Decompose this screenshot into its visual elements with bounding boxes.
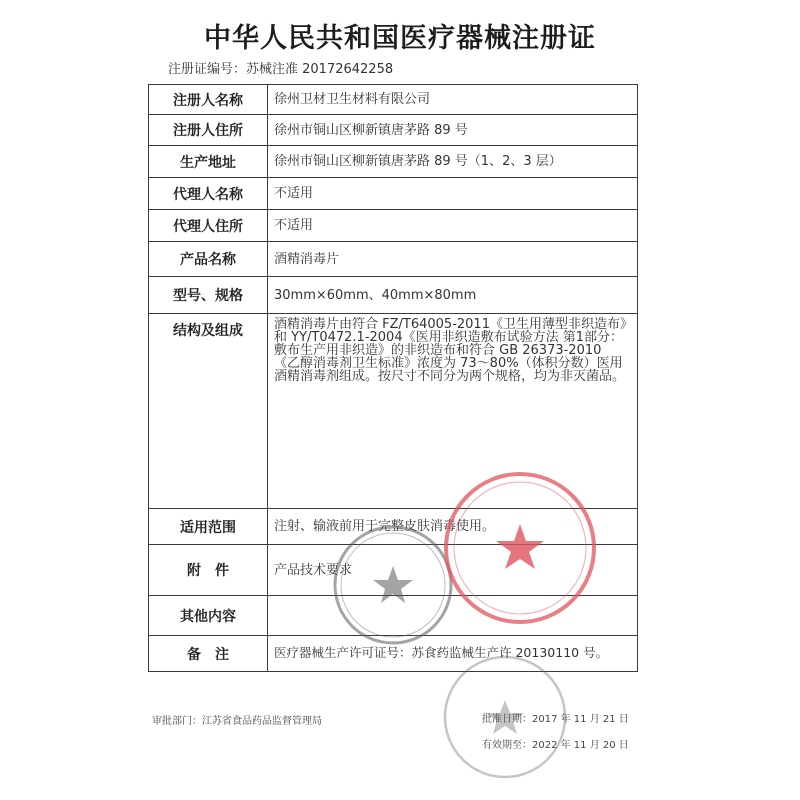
valid-until-date: 有效期至：2022 年 11 月 20 日 (482, 740, 629, 751)
row-label: 生产地址 (149, 146, 268, 178)
table-row (149, 146, 638, 178)
red-official-seal-stamp (440, 468, 600, 628)
row-value: 徐州市铜山区柳新镇唐茅路 89 号 (268, 115, 638, 146)
row-label: 注册人名称 (149, 85, 268, 115)
approval-department-seal-stamp (440, 652, 570, 782)
registration-number: 注册证编号：苏械注准 20172642258 (168, 62, 394, 77)
row-label: 代理人住所 (149, 210, 268, 242)
row-value: 医疗器械生产许可证号：苏食药监械生产许 20130110 号。 (268, 636, 638, 672)
row-label: 附 件 (149, 545, 268, 596)
row-label: 适用范围 (149, 509, 268, 545)
row-value: 注射、输液前用于完整皮肤消毒使用。 (268, 509, 638, 545)
row-value: 不适用 (268, 210, 638, 242)
approval-authority: 审批部门：江苏省食品药品监督管理局 (152, 716, 322, 727)
row-value: 产品技术要求 (268, 545, 638, 596)
row-value: 30mm×60mm、40mm×80mm (268, 277, 638, 314)
table-row (149, 242, 638, 277)
company-seal-stamp (328, 520, 458, 650)
row-value: 徐州卫材卫生材料有限公司 (268, 85, 638, 115)
row-value: 酒精消毒片由符合 FZ/T64005-2011《卫生用薄型非织造布》和 YY/T0472.1-2004《医用非织造敷布试验方法 第1部分：敷布生产用非织造》的非织造布和符合 GB 26373-2010 《乙醇消毒剂卫生标准》浓度为 73～80%（体积分数）医用酒精消毒剂组成。按尺寸不同分为两个规格，均为非灭菌品。 (268, 314, 638, 509)
row-label: 注册人住所 (149, 115, 268, 146)
document-title: 中华人民共和国医疗器械注册证 (204, 23, 596, 54)
table-row (149, 210, 638, 242)
row-label: 结构及组成 (149, 314, 268, 509)
table-row (149, 277, 638, 314)
row-label: 其他内容 (149, 596, 268, 636)
row-label: 备 注 (149, 636, 268, 672)
row-value: 酒精消毒片 (268, 242, 638, 277)
row-label: 型号、规格 (149, 277, 268, 314)
row-label: 代理人名称 (149, 178, 268, 210)
row-label: 产品名称 (149, 242, 268, 277)
table-row (149, 115, 638, 146)
approval-date: 批准日期：2017 年 11 月 21 日 (482, 714, 629, 725)
row-value: 不适用 (268, 178, 638, 210)
table-row (149, 178, 638, 210)
row-value: 徐州市铜山区柳新镇唐茅路 89 号（1、2、3 层） (268, 146, 638, 178)
table-row (149, 85, 638, 115)
